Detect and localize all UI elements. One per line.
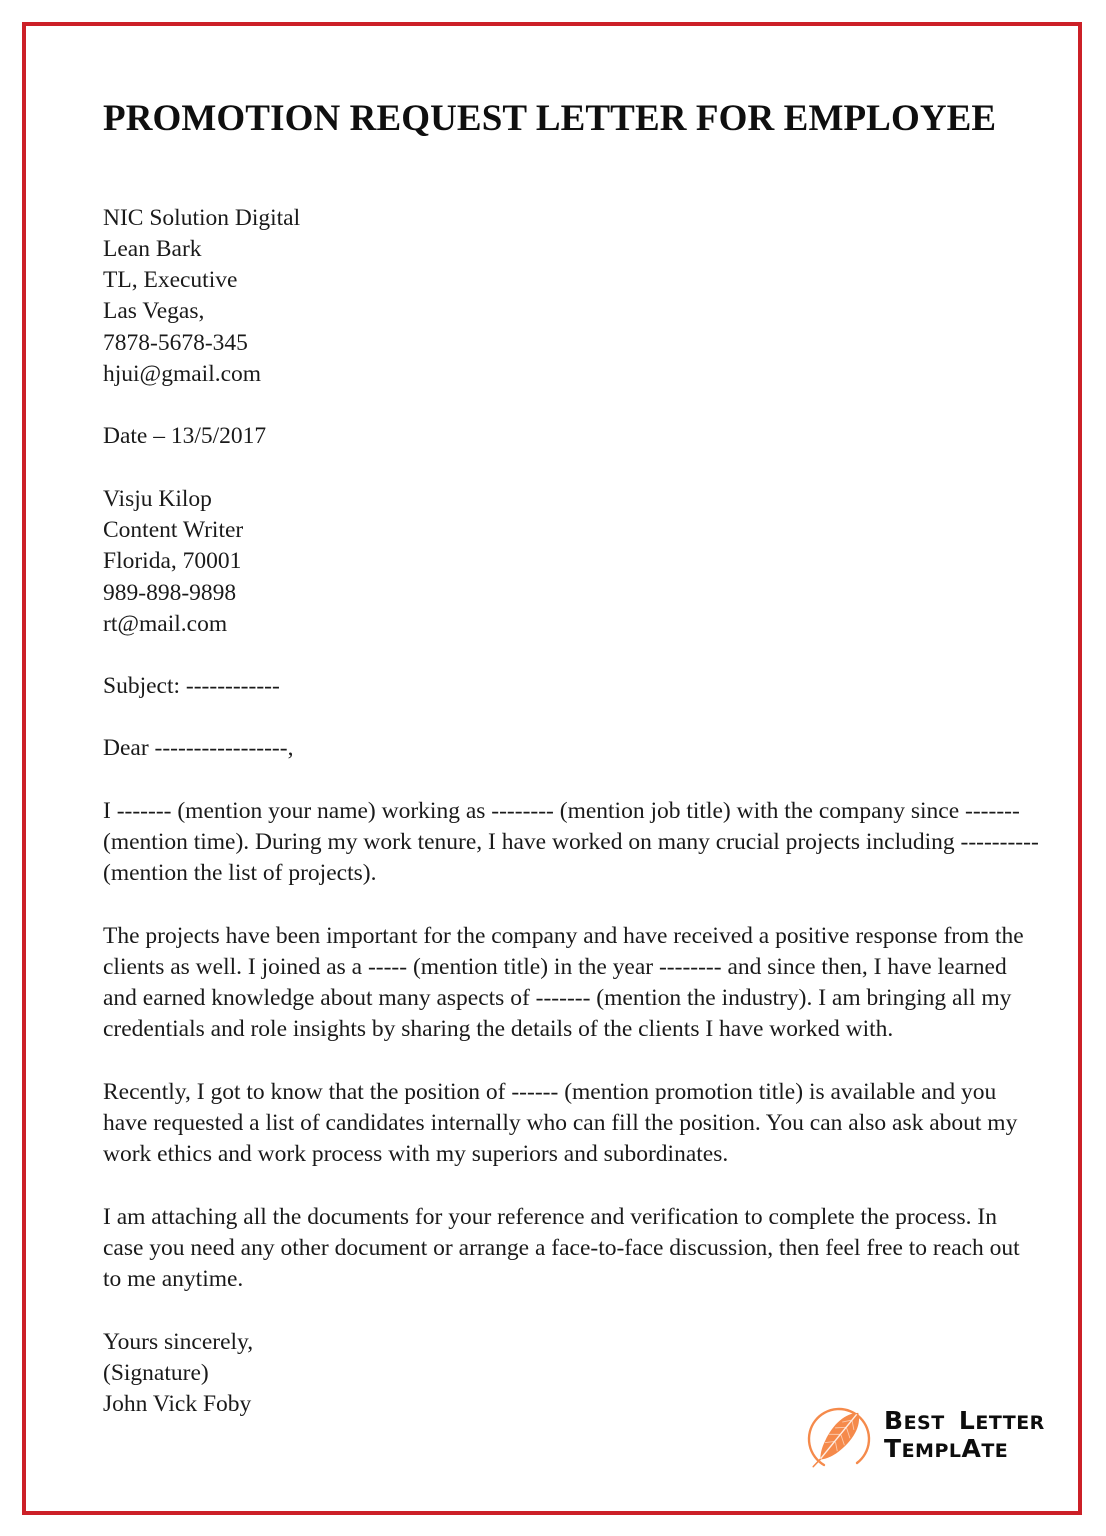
body-paragraph: Recently, I got to know that the position of ------ (mention promotion title) is available and you have requested a list of candidates internally who can fill the position. You can also ask about my work ethics and work process with my superiors and subordinates. <box>103 1078 1018 1168</box>
sender-address-block <box>103 203 1041 391</box>
page-title: PROMOTION REQUEST LETTER FOR EMPLOYEE <box>103 98 997 139</box>
recipient-address-block <box>103 484 1041 640</box>
recipient-designation: Content Writer <box>103 516 244 543</box>
signer-name: John Vick Foby <box>103 1391 252 1418</box>
sender-city: Las Vegas, <box>103 298 205 325</box>
signature-placeholder: (Signature) <box>103 1359 209 1386</box>
recipient-email: rt@mail.com <box>103 610 228 637</box>
recipient-city-zip: Florida, 70001 <box>103 548 242 575</box>
brand-letter: T <box>884 1433 902 1463</box>
brand-letters: EST <box>903 1412 945 1434</box>
brand-wordmark <box>884 1408 1045 1462</box>
brand-letters: TE <box>981 1439 1009 1462</box>
brand-letters: ETTER <box>975 1412 1045 1434</box>
brand-logo <box>804 1381 1045 1489</box>
body-paragraph: The projects have been important for the company and have received a positive response from the clients as well. I joined as a ----- (mention title) in the year -------- and since then, I have learned and earned knowledge about many aspects of ------- (mention the industry). I am bringing all my credentials and role insights by sharing the details of the clients I have worked with. <box>103 922 1024 1043</box>
date-line: Date – 13/5/2017 <box>103 423 267 450</box>
body-paragraph: I ------- (mention your name) working as -------- (mention job title) with the company since ------- (mention time). During my work tenure, I have worked on many crucial projects including ---------- (mention the list of projects). <box>103 797 1039 887</box>
letter-border-frame <box>22 22 1082 1515</box>
subject-line: Subject: ------------ <box>103 673 280 700</box>
brand-letter: A <box>961 1433 982 1463</box>
salutation-line: Dear -----------------, <box>103 735 294 762</box>
valediction: Yours sincerely, <box>103 1328 254 1355</box>
brand-space <box>945 1412 959 1434</box>
brand-letter: L <box>958 1406 976 1435</box>
sender-email: hjui@gmail.com <box>103 361 262 388</box>
sender-company: NIC Solution Digital <box>103 204 301 231</box>
brand-letters: EMPL <box>901 1439 962 1462</box>
quill-feather-icon <box>804 1393 878 1477</box>
letter-content <box>103 98 1041 1420</box>
brand-letter: B <box>884 1406 904 1435</box>
recipient-phone: 989-898-9898 <box>103 579 237 606</box>
sender-phone: 7878-5678-345 <box>103 329 248 356</box>
brand-wordmark-line-2 <box>884 1433 1045 1463</box>
brand-wordmark-line-1 <box>884 1408 1045 1435</box>
sender-name: Lean Bark <box>103 235 202 262</box>
body-paragraph: I am attaching all the documents for your reference and verification to complete the process. In case you need any other document or arrange a face-to-face discussion, then feel free to reach out to me anytime. <box>103 1203 1020 1293</box>
sender-designation: TL, Executive <box>103 267 238 294</box>
recipient-name: Visju Kilop <box>103 485 212 512</box>
